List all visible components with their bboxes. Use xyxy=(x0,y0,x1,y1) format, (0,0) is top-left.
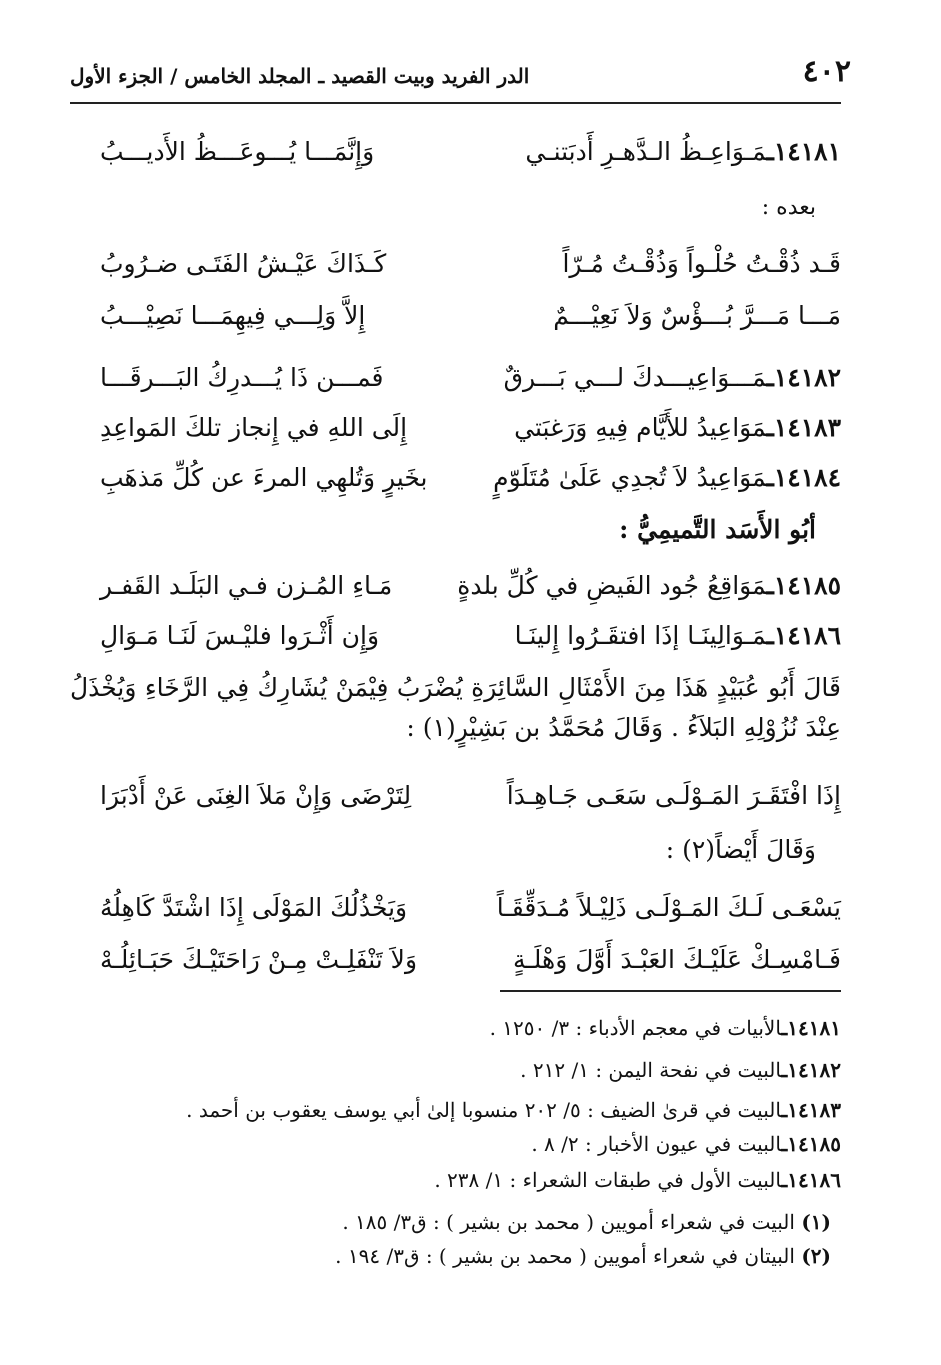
footnote-text: البيت في نفحة اليمن : ١/ ٢١٢ . xyxy=(520,1058,782,1082)
verse-hemistich-first: مَـــوَاعِيـــدكَ لـــي بَـــرقٌ xyxy=(503,363,767,392)
verse-hemistich-first: مَوَاعِيدُ للأَيَّام فِيهِ وَرَغبَتي xyxy=(514,413,767,442)
footnote-number: ١٤١٨٦ـ xyxy=(781,1168,841,1192)
verse-hemistich-second: بخَيرٍ وَتُلهِي المرءَ عن كُلِّ مَذهَبِ xyxy=(100,463,428,492)
footnote xyxy=(60,1128,841,1160)
footnote-text: البيت في قرىٰ الضيف : ٥/ ٢٠٢ منسوبا إلىٰ أبي يوسف يعقوب بن أحمد . xyxy=(186,1098,782,1122)
prose-paragraph: قَالَ أَبُو عُبَيْدٍ هَذَا مِنَ الأَمْثَالِ السَّائِرَةِ يُضْرَبُ فِيْمَنْ يُشَارِكُ فِي الرَّخَاءِ وَيُخْذَلُ عِنْدَ نُزُوْلِهِ البَلاَءُ . وَقَالَ مُحَمَّدُ بن بَشِيْرٍ(١) : xyxy=(70,673,841,742)
footnote-number: (١) xyxy=(801,1210,831,1234)
footnote-text: البيتان في شعراء أمويين ( محمد بن بشير ) : ق٣/ ١٩٤ . xyxy=(335,1244,795,1268)
verse-hemistich-first: يَسْعَـى لَـكَ المَـوْلَـى ذَلِيْـلاً مُـدَقِّقَـاً xyxy=(496,893,841,922)
verse-hemistich-first: مَوَاعِيدُ لاَ تُجدِي عَلَىٰ مُتَلَوّمٍ xyxy=(493,463,767,492)
verse-line xyxy=(100,358,841,398)
verse-number: ١٤١٨٢ـ xyxy=(766,363,841,392)
verse-number: ١٤١٨١ـ xyxy=(766,137,841,166)
verse-number: ١٤١٨٦ـ xyxy=(766,621,841,650)
verse-hemistich-second: وَلاَ تَنْفَلِـتْ مِـنْ رَاحَتَيْـكَ حَبَـائِلُـهْ xyxy=(100,945,418,974)
verse-hemistich-first: مَـوَالِينَـا إذَا افتقَـرُوا إِلينَـا xyxy=(514,621,767,650)
verse-line xyxy=(100,888,841,928)
footnote-number: ١٤١٨٥ـ xyxy=(781,1132,841,1156)
footnote-number: ١٤١٨٢ـ xyxy=(781,1058,841,1082)
verse-hemistich-second: لِتَرْضَى وَإِنْ مَلاَ الغِنَى عَنْ أَدْبَرَا xyxy=(100,781,412,810)
intro-line: بعده : xyxy=(761,195,816,220)
verse-line xyxy=(100,458,841,498)
footnote-text: البيت الأول في طبقات الشعراء : ١/ ٢٣٨ . xyxy=(434,1168,782,1192)
verse-hemistich-second: كَـذَاكَ عَيْـشُ الفَتَـى ضـرُوبُ xyxy=(100,249,387,278)
verse-hemistich-second: وَإِن أَثْـرَوا فليْـسَ لَنَـا مَـوَالِ xyxy=(100,621,380,650)
footnote-number: (٢) xyxy=(801,1244,831,1268)
verse-hemistich-first: قَـد ذُقْـتُ حُلْـواً وَذُقْـتُ مُـرّاً xyxy=(562,249,841,278)
footnote-text: البيت في عيون الأخبار : ٢/ ٨ . xyxy=(531,1132,782,1156)
verse-hemistich-first: إِذَا افْتَقَـرَ المَـوْلَـى سَعَـى جَـاهِـدَاً xyxy=(506,781,841,810)
footnote-text: الأبيات في معجم الأدباء : ٣/ ١٢٥٠ . xyxy=(489,1016,782,1040)
verse-number: ١٤١٨٤ـ xyxy=(766,463,841,492)
footnote-text: البيت في شعراء أمويين ( محمد بن بشير ) : ق٣/ ١٨٥ . xyxy=(342,1210,795,1234)
footnote xyxy=(60,1206,831,1238)
verse-hemistich-first: فَـامْسِـكْ عَلَيْـكَ العَبْـدَ أَوَّلَ وَهْلَـةٍ xyxy=(513,945,841,974)
verse-hemistich-second: مَـاءِ المُـزن فـي البَلَـد القَفـر xyxy=(100,571,393,600)
verse-line xyxy=(100,616,841,656)
footnote-rule xyxy=(500,990,841,992)
footnote-number: ١٤١٨٣ـ xyxy=(781,1098,841,1122)
running-title: الدر الفريد وبيت القصيد ـ المجلد الخامس / الجزء الأول xyxy=(70,64,530,88)
footnote xyxy=(60,1240,831,1272)
verse-hemistich-second: وَإِنَّمَـــا يُـــوعَـــظُ الأَديـــبُ xyxy=(100,137,375,166)
verse-line xyxy=(100,132,841,172)
verse-line xyxy=(100,566,841,606)
verse-hemistich-first: مَوَاقِعُ جُود الفَيضِ في كُلِّ بلدةٍ xyxy=(457,571,767,600)
poet-name: أبُو الأَسَد التَّميمِيُّ : xyxy=(619,515,816,544)
verse-hemistich-second: إِلاَّ وَلِـــي فِيهِمَـــا نَصِيْـــبُ xyxy=(100,301,366,330)
verse-hemistich-second: وَيَخْذُلُكَ المَوْلَى إِذَا اشْتَدَّ كَاهِلُهُ xyxy=(100,893,408,922)
verse-hemistich-second: إِلَى اللهِ في إِنجاز تلكَ المَواعِدِ xyxy=(100,413,408,442)
footnote xyxy=(60,1012,841,1044)
verse-hemistich-first: مَـوَاعِـظُ الـدَّهـرِ أَدبَتنـي xyxy=(525,137,767,166)
verse-line xyxy=(100,940,841,980)
verse-line xyxy=(100,296,841,336)
footnote-number: ١٤١٨١ـ xyxy=(781,1016,841,1040)
verse-line xyxy=(100,244,841,284)
footnote xyxy=(60,1164,841,1196)
verse-line xyxy=(100,776,841,816)
footnote xyxy=(60,1094,841,1126)
footnote xyxy=(60,1054,841,1086)
intro-line: وَقَالَ أَيْضاً(٢) : xyxy=(665,835,816,864)
running-header xyxy=(70,54,851,98)
verse-hemistich-second: فَمـــن ذَا يُـــدرِكُ البَـــرقَـــا xyxy=(100,363,384,392)
verse-line xyxy=(100,408,841,448)
verse-hemistich-first: مَـــا مَـــرَّ بُـــؤْسٌ وَلاَ نَعِيْـــمٌ xyxy=(553,301,841,330)
verse-number: ١٤١٨٣ـ xyxy=(766,413,841,442)
header-rule xyxy=(70,102,841,104)
verse-number: ١٤١٨٥ـ xyxy=(766,571,841,600)
page-number: ٤٠٢ xyxy=(802,54,851,89)
